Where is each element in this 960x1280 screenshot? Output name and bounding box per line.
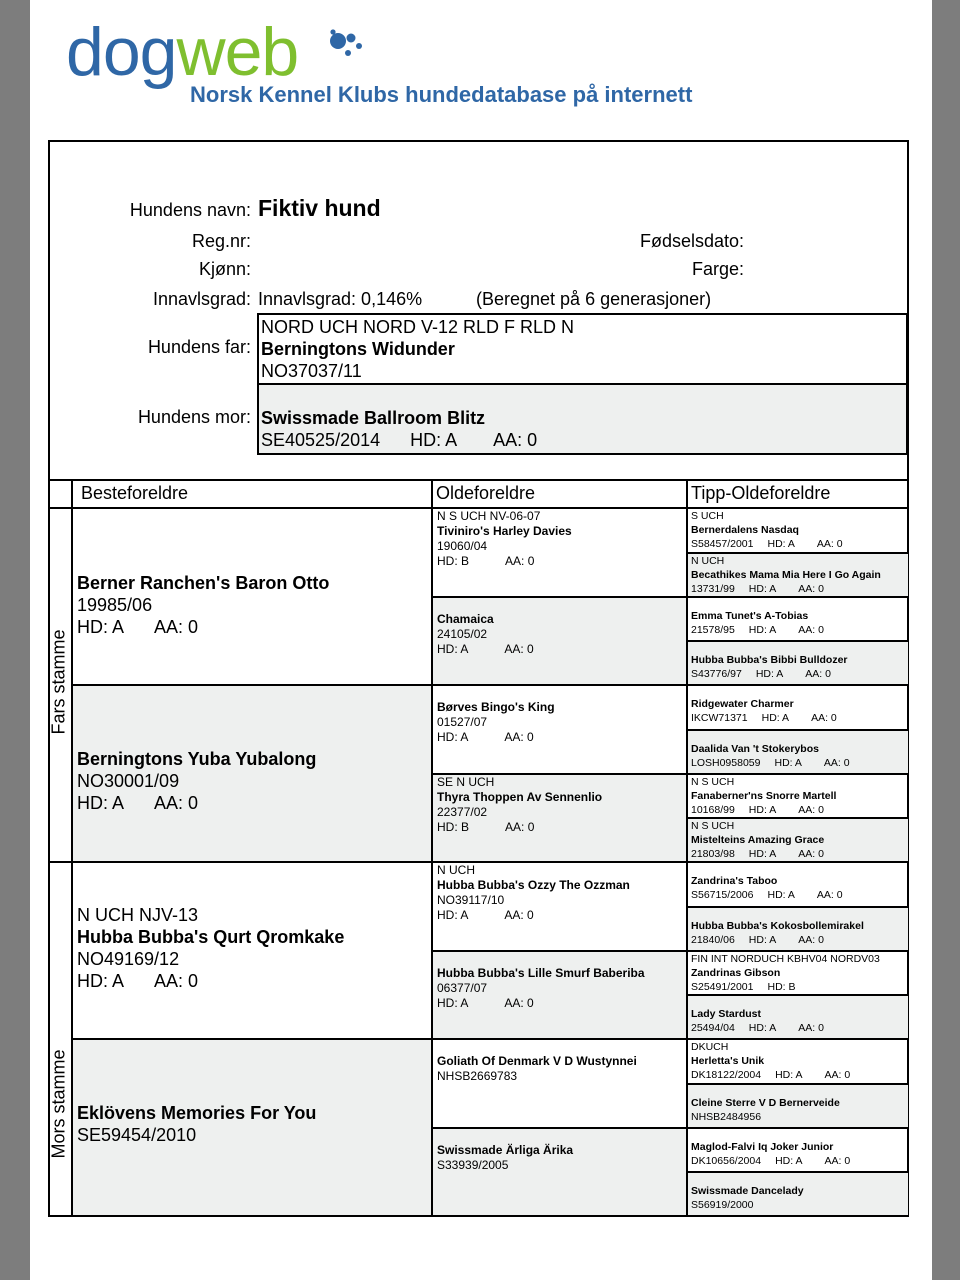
grandparent-cell[interactable] [72,1039,432,1216]
gggp-hd: HD: A [767,889,795,901]
gggp-aa: AA: 0 [798,1022,824,1034]
gggp-aa: AA: 0 [798,583,824,595]
gggp-name: Fanaberner'ns Snorre Martell [691,790,837,802]
gggp-name: Zandrinas Gibson [691,967,781,979]
father-name: Berningtons Widunder [261,339,455,359]
gggp-reg: NHSB2484956 [691,1111,762,1123]
grandparent-aa: AA: 0 [154,971,199,991]
corner-cell [48,480,72,508]
gggp-name: Emma Tunet's A-Tobias [691,610,809,622]
ggp-reg: 01527/07 [437,715,488,729]
ggp-name: Børves Bingo's King [437,700,555,714]
gggp-reg: 25494/04 [691,1022,735,1034]
ggg-cell[interactable] [687,907,909,951]
mother-hd: HD: A [410,430,458,450]
great-grandparent-cell[interactable] [432,862,687,951]
gggp-reg: S25491/2001 [691,981,754,993]
grandparent-name: Berningtons Yuba Yubalong [77,749,317,769]
gggp-aa: AA: 0 [798,934,824,946]
gggp-titles: S UCH [691,510,724,522]
grandparent-hd: HD: A [77,971,125,991]
gggp-reg: 13731/99 [691,583,735,595]
col-great-great-grandparents [687,480,909,508]
gggp-hd: HD: A [767,538,795,550]
mother-label: Hundens mor: [137,407,251,427]
color-label: Farge: [691,259,744,279]
grandparent-reg: SE59454/2010 [77,1125,197,1145]
birth-label: Fødselsdato: [639,231,744,251]
great-grandparent-cell[interactable] [432,1039,687,1128]
ggp-hd: HD: A [437,908,469,922]
gggp-aa: AA: 0 [816,538,843,550]
grandparent-reg: NO30001/09 [77,771,180,791]
gggp-name: Cleine Sterre V D Bernerveide [691,1097,840,1109]
ggp-hd: HD: A [437,642,469,656]
gggp-name: Daalida Van 't Stokerybos [691,743,819,755]
sex-label: Kjønn: [198,259,251,279]
gggp-reg: IKCW71371 [691,712,748,724]
dots-icon [326,28,368,62]
gggp-hd: HD: B [767,981,796,993]
ggg-cell[interactable] [687,995,909,1039]
gggp-name: Zandrina's Taboo [691,875,778,887]
mother-reg: SE40525/2014 [261,430,381,450]
grandparent-hd: HD: A [77,617,125,637]
col-grandparents [72,480,432,508]
col-great-grandparents [432,480,687,508]
gggp-aa: AA: 0 [816,889,843,901]
gggp-hd: HD: A [774,757,802,769]
gggp-reg: DK18122/2004 [691,1069,762,1081]
gggp-name: Herletta's Unik [691,1055,765,1067]
ggp-reg: 24105/02 [437,627,488,641]
gggp-reg: 21578/95 [691,624,735,636]
great-grandparent-cell[interactable] [432,685,687,774]
ggp-reg: 19060/04 [437,539,488,553]
ggp-titles: N UCH [437,863,475,877]
logo-dog-text: dog [66,14,177,90]
gggp-reg: S56715/2006 [691,889,754,901]
name-label: Hundens navn: [129,200,251,220]
ggp-name: Hubba Bubba's Ozzy The Ozzman [437,878,630,892]
gggp-aa: AA: 0 [798,624,824,636]
gggp-hd: HD: A [755,668,784,680]
inbreeding-label: Innavlsgrad: [152,289,251,309]
ggg-cell[interactable] [687,597,909,641]
gggp-titles: FIN INT NORDUCH KBHV04 NORDV03 [691,953,880,965]
gggp-aa: AA: 0 [824,1155,851,1167]
ggp-aa: AA: 0 [505,554,535,568]
ggg-cell[interactable] [687,1084,909,1128]
grandparent-titles: N UCH NJV-13 [77,905,199,925]
dog-name: Fiktiv hund [258,195,381,221]
great-grandparent-cell[interactable] [432,597,687,685]
ggp-hd: HD: A [437,996,469,1010]
col-grandparents-label: Besteforeldre [81,483,189,503]
mother-box[interactable] [257,383,908,455]
inbreeding-note: (Beregnet på 6 generasjoner) [476,289,712,309]
grandparent-reg: 19985/06 [77,595,153,615]
col-great-grandparents-label: Oldeforeldre [436,483,536,503]
grandparent-cell[interactable] [72,685,432,862]
logo-tagline: Norsk Kennel Klubs hundedatabase på internett [190,82,693,107]
ggp-aa: AA: 0 [504,730,534,744]
gggp-name: Hubba Bubba's Bibbi Bulldozer [691,654,848,666]
gggp-aa: AA: 0 [798,804,824,816]
great-grandparent-cell[interactable] [432,774,687,862]
regnr-label: Reg.nr: [191,231,251,251]
col-ggg-label: Tipp-Oldeforeldre [691,483,831,503]
father-titles: NORD UCH NORD V-12 RLD F RLD N [261,317,575,337]
grandparent-name: Hubba Bubba's Qurt Qromkake [77,927,345,947]
ggp-name: Swissmade Ärliga Ärika [437,1143,574,1157]
ggp-aa: AA: 0 [504,996,534,1010]
gggp-aa: AA: 0 [811,712,837,724]
ggp-reg: NO39117/10 [437,893,505,907]
mors-stamme-cell [48,862,72,1216]
father-reg: NO37037/11 [261,361,362,381]
gggp-hd: HD: A [748,1022,777,1034]
gggp-name: Ridgewater Charmer [691,698,794,710]
gggp-titles: N S UCH [691,776,735,788]
ggg-cell[interactable] [687,553,909,597]
mother-name: Swissmade Ballroom Blitz [261,408,486,428]
gggp-reg: 21840/06 [691,934,735,946]
ggp-reg: S33939/2005 [437,1158,509,1172]
gggp-hd: HD: A [748,804,777,816]
grandparent-aa: AA: 0 [154,617,199,637]
logo-web-text: web [176,14,299,90]
ggp-hd: HD: B [437,554,470,568]
ggg-cell[interactable] [687,508,909,553]
gggp-reg: DK10656/2004 [691,1155,762,1167]
ggg-cell[interactable] [687,862,909,907]
gggp-hd: HD: A [775,1155,803,1167]
grandparent-reg: NO49169/12 [77,949,180,969]
ggp-hd: HD: B [437,820,470,834]
gggp-hd: HD: A [748,583,777,595]
grandparent-aa: AA: 0 [154,793,199,813]
gggp-name: Hubba Bubba's Kokosbollemirakel [691,920,864,932]
gggp-hd: HD: A [748,848,777,860]
ggg-cell[interactable] [687,774,909,818]
gggp-hd: HD: A [775,1069,803,1081]
ggp-hd: HD: A [437,730,469,744]
gggp-name: Maglod-Falvi Iq Joker Junior [691,1141,834,1153]
gggp-name: Mistelteins Amazing Grace [691,834,825,846]
ggp-aa: AA: 0 [504,908,534,922]
great-grandparent-cell[interactable] [432,1128,687,1216]
ggg-cell[interactable] [687,1039,909,1084]
gggp-titles: N UCH [691,555,725,567]
ggp-titles: SE N UCH [437,775,495,789]
ggg-cell[interactable] [687,641,909,685]
grandparent-cell[interactable] [72,862,432,1039]
ggp-name: Hubba Bubba's Lille Smurf Baberiba [437,966,645,980]
mother-aa: AA: 0 [493,430,538,450]
grandparent-cell[interactable] [72,508,432,685]
gggp-reg: S43776/97 [691,668,742,680]
father-box[interactable] [257,313,908,385]
grandparent-name: Eklövens Memories For You [77,1103,317,1123]
gggp-reg: 21803/98 [691,848,735,860]
ggp-aa: AA: 0 [504,642,534,656]
ggp-aa: AA: 0 [505,820,535,834]
great-grandparent-cell[interactable] [432,951,687,1039]
ggp-titles: N S UCH NV-06-07 [437,509,541,523]
ggg-cell[interactable] [687,685,909,730]
father-label: Hundens far: [147,337,251,357]
gggp-hd: HD: A [761,712,790,724]
mors-stamme-label: Mors stamme [48,1049,69,1159]
ggg-cell[interactable] [687,1172,909,1216]
gggp-hd: HD: A [748,624,777,636]
gggp-reg: S58457/2001 [691,538,754,550]
gggp-aa: AA: 0 [805,668,831,680]
ggp-name: Tiviniro's Harley Davies [437,524,572,538]
gggp-name: Bernerdalens Nasdaq [691,524,799,536]
gggp-name: Swissmade Dancelady [691,1185,804,1197]
gggp-aa: AA: 0 [824,1069,851,1081]
gggp-name: Becathikes Mama Mia Here I Go Again [691,569,881,581]
ggg-cell[interactable] [687,818,909,862]
ggp-reg: 22377/02 [437,805,488,819]
gggp-titles: DKUCH [691,1041,729,1053]
ggp-name: Goliath Of Denmark V D Wustynnei [437,1054,637,1068]
gggp-hd: HD: A [748,934,777,946]
ggg-cell[interactable] [687,1128,909,1172]
ggg-cell[interactable] [687,951,909,995]
gggp-reg: LOSH0958059 [691,757,761,769]
ggg-cell[interactable] [687,730,909,774]
ggp-name: Chamaica [437,612,494,626]
gggp-reg: 10168/99 [691,804,735,816]
gggp-titles: N S UCH [691,820,735,832]
ggp-name: Thyra Thoppen Av Sennenlio [437,790,603,804]
ggp-reg: NHSB2669783 [437,1069,518,1083]
ggp-reg: 06377/07 [437,981,488,995]
grandparent-hd: HD: A [77,793,125,813]
dogweb-logo[interactable] [66,14,299,90]
fars-stamme-cell [48,508,72,862]
gggp-name: Lady Stardust [691,1008,762,1020]
gggp-aa: AA: 0 [798,848,824,860]
inbreeding-value: Innavlsgrad: 0,146% [258,289,423,309]
gggp-reg: S56919/2000 [691,1199,754,1211]
fars-stamme-label: Fars stamme [48,629,69,735]
grandparent-name: Berner Ranchen's Baron Otto [77,573,330,593]
gggp-aa: AA: 0 [823,757,850,769]
great-grandparent-cell[interactable] [432,508,687,597]
